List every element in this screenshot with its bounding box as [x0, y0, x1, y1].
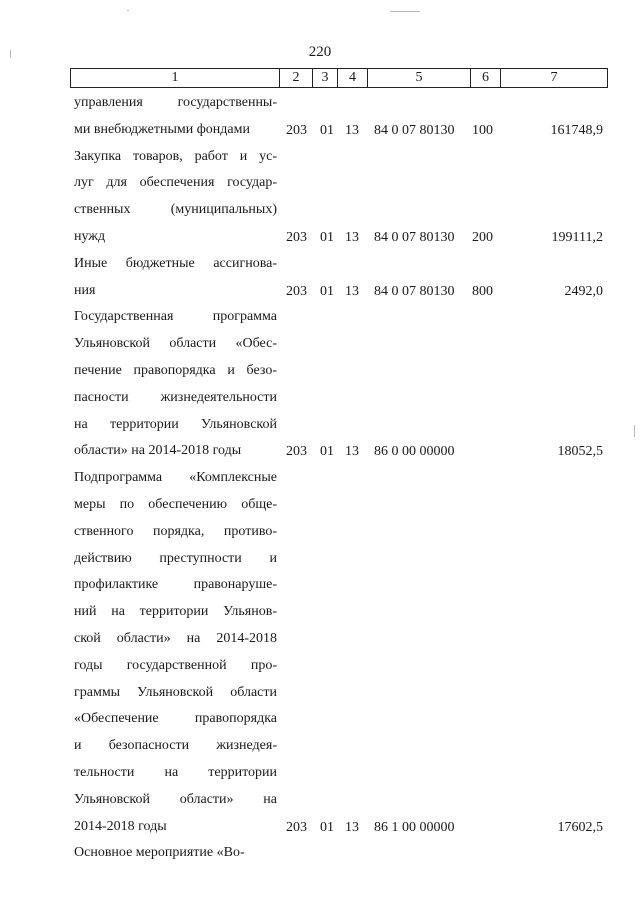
row-description: [74, 304, 277, 465]
cell-target-article: 84 0 07 80130: [374, 229, 455, 245]
cell-kvsr: 203: [286, 819, 307, 835]
row-values: [0, 123, 640, 141]
description-line: Закупка товаров, работ и ус-: [74, 148, 277, 164]
header-col-1: 1: [171, 70, 179, 85]
description-line: Государственная программа: [74, 309, 277, 325]
header-col-6: 6: [470, 69, 500, 87]
cell-amount: 17602,5: [557, 819, 603, 835]
cell-section: 01: [320, 122, 334, 138]
header-col-2: 2: [279, 69, 312, 87]
description-line: 2014-2018 годы: [74, 818, 167, 834]
cell-subsection: 13: [345, 122, 359, 138]
description-line: Подпрограмма «Комплексные: [74, 470, 277, 486]
description-line: меры по обеспечению обще-: [74, 496, 277, 512]
description-line: ми внебюджетными фондами: [74, 121, 250, 137]
description-line: действию преступности и: [74, 550, 277, 566]
description-line: ния: [74, 282, 96, 298]
header-col-5: 5: [367, 69, 470, 87]
description-line: печение правопорядка и безо-: [74, 362, 277, 378]
description-line: управления государственны-: [74, 95, 277, 110]
cell-amount: 161748,9: [550, 122, 603, 138]
cell-target-article: 84 0 07 80130: [374, 283, 455, 299]
cell-amount: 199111,2: [551, 229, 603, 245]
row-values: [0, 846, 640, 864]
cell-kvsr: 203: [286, 444, 307, 460]
cell-expense-type: 800: [472, 283, 493, 299]
description-line: Иные бюджетные ассигнова-: [74, 255, 277, 271]
description-line: пасности жизнедеятельности: [74, 389, 277, 405]
cell-target-article: 86 1 00 00000: [374, 819, 455, 835]
description-line: ской области» на 2014-2018: [74, 630, 277, 646]
scan-speck: [634, 425, 635, 437]
description-line: области» на 2014-2018 годы: [74, 443, 242, 459]
cell-kvsr: 203: [286, 122, 307, 138]
cell-kvsr: 203: [286, 229, 307, 245]
cell-subsection: 13: [345, 819, 359, 835]
description-line: ственного порядка, противо-: [74, 523, 277, 539]
cell-subsection: 13: [345, 229, 359, 245]
description-line: «Обеспечение правопорядка: [74, 711, 277, 727]
scan-speck: [10, 50, 11, 58]
header-col-7: 7: [500, 69, 607, 87]
table-header: [70, 68, 608, 88]
header-col-4: 4: [337, 69, 367, 87]
row-description: [74, 465, 277, 840]
cell-kvsr: 203: [286, 283, 307, 299]
description-line: Ульяновской области» на: [74, 791, 277, 807]
row-values: [0, 820, 640, 838]
cell-section: 01: [320, 229, 334, 245]
cell-section: 01: [320, 283, 334, 299]
description-line: тельности на территории: [74, 764, 277, 780]
page-number: 220: [308, 44, 332, 60]
cell-target-article: 86 0 00 00000: [374, 444, 455, 460]
description-line: профилактике правонаруше-: [74, 577, 277, 593]
cell-subsection: 13: [345, 283, 359, 299]
scan-speck: [127, 10, 129, 11]
cell-amount: 2492,0: [564, 283, 603, 299]
row-values: [0, 444, 640, 462]
cell-amount: 18052,5: [557, 444, 603, 460]
scan-speck: [390, 11, 420, 12]
row-values: [0, 284, 640, 302]
description-line: Основное мероприятие «Во-: [74, 845, 245, 861]
description-line: на территории Ульяновской: [74, 416, 277, 432]
cell-expense-type: 100: [472, 122, 493, 138]
cell-subsection: 13: [345, 444, 359, 460]
description-line: годы государственной про-: [74, 657, 277, 673]
cell-section: 01: [320, 444, 334, 460]
description-line: и безопасности жизнедея-: [74, 738, 277, 754]
description-line: ний на территории Ульянов-: [74, 604, 277, 620]
cell-expense-type: 200: [472, 229, 493, 245]
cell-target-article: 84 0 07 80130: [374, 122, 455, 138]
header-col-3: 3: [312, 69, 337, 87]
row-values: [0, 230, 640, 248]
description-line: ственных (муниципальных): [74, 202, 277, 218]
description-line: Ульяновской области «Обес-: [74, 336, 277, 352]
description-line: луг для обеспечения государ-: [74, 175, 277, 191]
description-line: граммы Ульяновской области: [74, 684, 277, 700]
description-line: нужд: [74, 228, 106, 244]
cell-section: 01: [320, 819, 334, 835]
